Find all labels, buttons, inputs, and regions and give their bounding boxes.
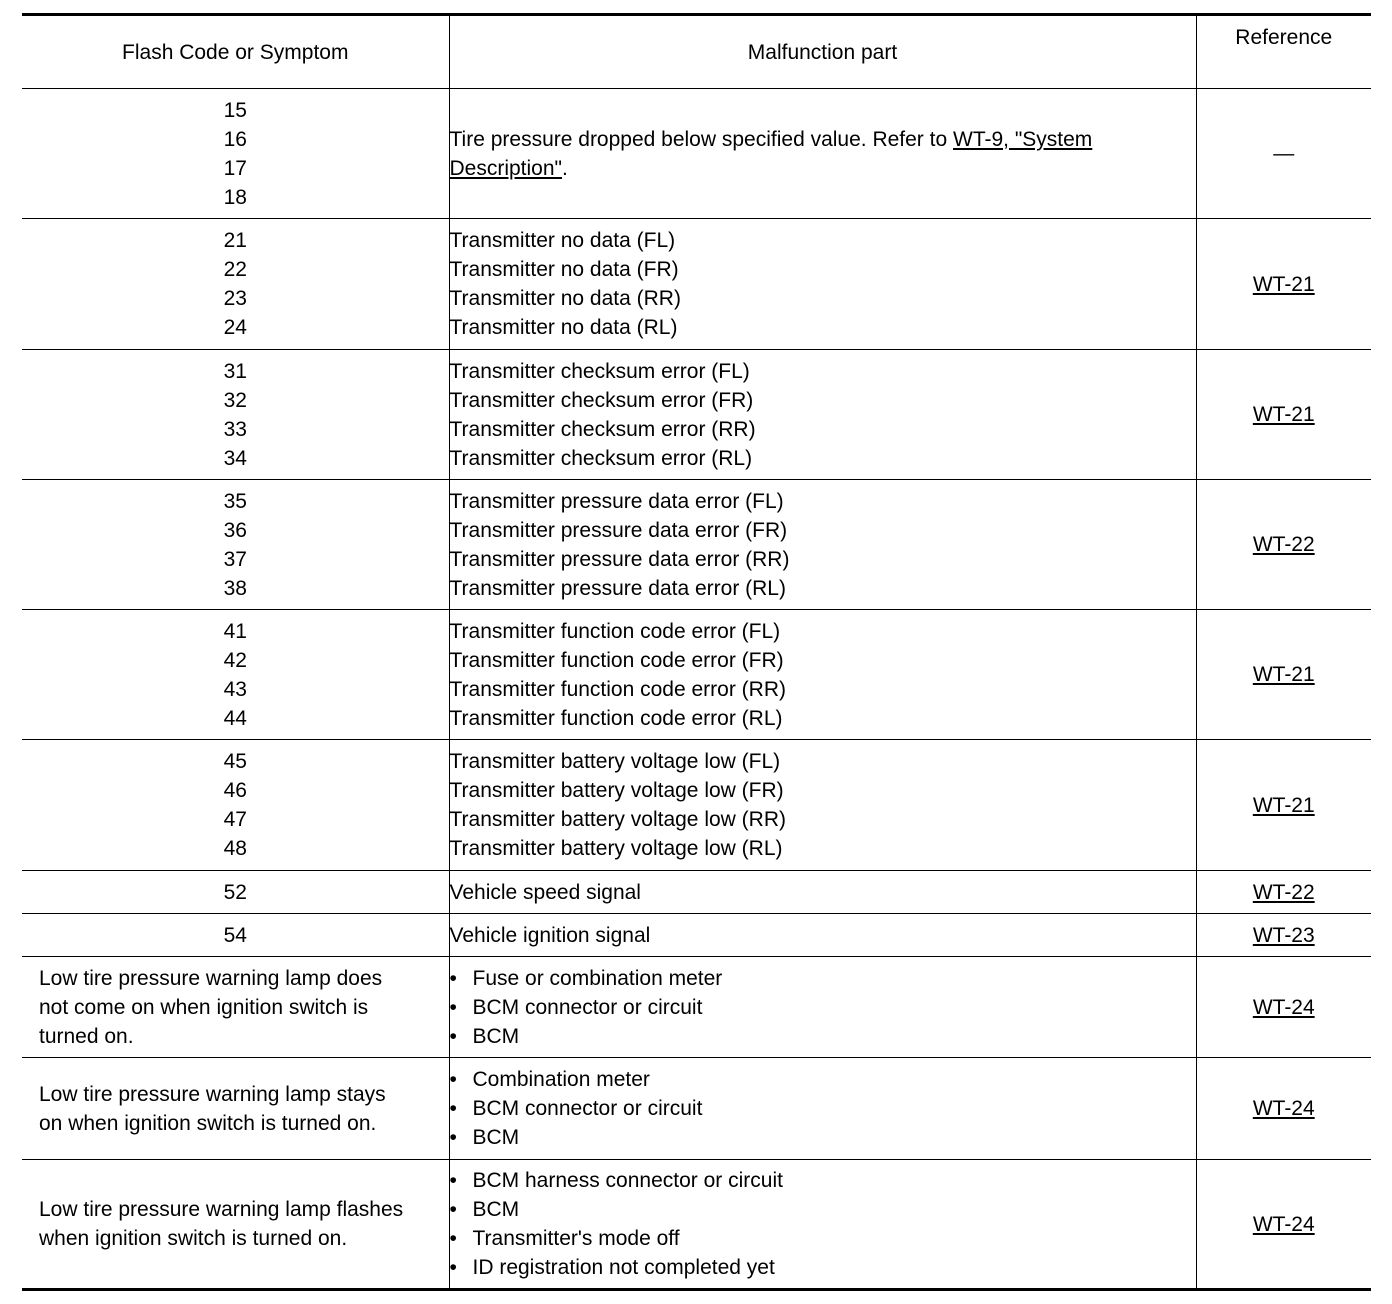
flash-code-cell [22, 350, 449, 480]
malfunction-text: Vehicle speed signal [449, 880, 641, 904]
malfunction-text: Transmitter checksum error (FR) [449, 388, 754, 412]
flash-code: 33 [223, 417, 247, 441]
malfunction-text: Transmitter battery voltage low (RR) [449, 808, 786, 831]
malfunction-part-cell [449, 740, 1196, 871]
reference-cell [1196, 740, 1371, 871]
symptom-text: turned on. [39, 1024, 134, 1048]
flash-code-table [22, 13, 1371, 1291]
flash-code-cell [22, 480, 449, 610]
bullet-item: • BCM connector or circuit [450, 993, 1196, 1022]
symptom-text: Low tire pressure warning lamp flashes [39, 1198, 404, 1221]
table-row [22, 1058, 1371, 1160]
flash-code: 38 [223, 576, 247, 600]
header-flash-code: Flash Code or Symptom [22, 15, 449, 89]
malfunction-text-suffix: . [562, 156, 568, 180]
malfunction-text: Transmitter no data (RL) [449, 316, 678, 339]
flash-code: 35 [223, 489, 247, 513]
bullet-item: • BCM [450, 1022, 1196, 1051]
flash-code-cell [22, 89, 449, 219]
malfunction-text: Vehicle ignition signal [449, 923, 651, 947]
bullet-item: • BCM connector or circuit [450, 1094, 1196, 1123]
bullet-item: • BCM harness connector or circuit [450, 1166, 1196, 1195]
flash-code: 46 [223, 779, 247, 802]
malfunction-text: Transmitter pressure data error (FL) [449, 489, 784, 513]
table-row [22, 219, 1371, 350]
table-row [22, 914, 1371, 957]
malfunction-text: Transmitter battery voltage low (FL) [449, 750, 781, 773]
flash-code: 44 [223, 706, 247, 730]
reference-cell [1196, 350, 1371, 480]
malfunction-text: Transmitter battery voltage low (FR) [449, 779, 784, 802]
flash-code: 24 [223, 316, 247, 339]
flash-code: 22 [223, 258, 247, 281]
flash-code-cell [22, 610, 449, 740]
reference-link[interactable]: WT-21 [1252, 663, 1315, 686]
malfunction-text: Transmitter battery voltage low (RL) [449, 837, 783, 860]
malfunction-text: Transmitter function code error (RL) [449, 706, 783, 730]
malfunction-text: Transmitter checksum error (RR) [449, 417, 756, 441]
symptom-text: Low tire pressure warning lamp does [39, 966, 383, 990]
reference-link[interactable]: WT-22 [1252, 880, 1315, 904]
malfunction-bullet-list [450, 1166, 1196, 1282]
bullet-item: • Fuse or combination meter [450, 964, 1196, 993]
table-row [22, 871, 1371, 914]
table-row [22, 740, 1371, 871]
malfunction-part-cell [449, 1058, 1196, 1160]
flash-code: 32 [223, 388, 247, 412]
flash-code: 36 [223, 518, 247, 542]
table-row [22, 350, 1371, 480]
flash-code: 37 [223, 547, 247, 571]
reference-link[interactable]: WT-24 [1252, 1212, 1315, 1236]
bullet-item: • Transmitter's mode off [450, 1224, 1196, 1253]
malfunction-part-cell [449, 89, 1196, 219]
flash-code-cell [22, 914, 449, 957]
reference-cell [1196, 1160, 1371, 1290]
symptom-cell [22, 1160, 449, 1290]
malfunction-text: Transmitter function code error (RR) [449, 677, 786, 701]
malfunction-text: Transmitter pressure data error (RR) [449, 547, 790, 571]
malfunction-part-cell [449, 350, 1196, 480]
flash-code: 16 [223, 127, 247, 151]
reference-cell [1196, 1058, 1371, 1160]
malfunction-part-cell [449, 610, 1196, 740]
reference-link[interactable]: WT-24 [1252, 995, 1315, 1019]
malfunction-text: Transmitter pressure data error (FR) [449, 518, 788, 542]
malfunction-part-cell [449, 219, 1196, 350]
malfunction-text: Transmitter function code error (FR) [449, 648, 784, 672]
reference-cell [1196, 914, 1371, 957]
flash-code: 34 [223, 446, 247, 470]
malfunction-text: Transmitter function code error (FL) [449, 619, 781, 643]
malfunction-bullet-list [450, 1065, 1196, 1152]
flash-code: 52 [223, 880, 247, 904]
reference-link[interactable]: WT-21 [1252, 403, 1315, 426]
reference-link[interactable]: WT-22 [1252, 533, 1315, 556]
flash-code: 23 [223, 287, 247, 310]
flash-code: 45 [223, 750, 247, 773]
flash-code: 47 [223, 808, 247, 831]
table-body [22, 89, 1371, 1290]
reference-link[interactable]: WT-23 [1252, 923, 1315, 947]
reference-cell [1196, 89, 1371, 219]
header-malfunction-part: Malfunction part [449, 15, 1196, 89]
symptom-text: not come on when ignition switch is [39, 995, 369, 1019]
reference-link[interactable]: WT-24 [1252, 1097, 1315, 1120]
reference-cell [1196, 871, 1371, 914]
flash-code: 17 [223, 156, 247, 180]
table-row [22, 957, 1371, 1058]
malfunction-part-cell [449, 871, 1196, 914]
reference-none: — [1273, 142, 1295, 165]
flash-code: 42 [223, 648, 247, 672]
flash-code: 31 [223, 359, 247, 383]
reference-cell [1196, 219, 1371, 350]
malfunction-text: Transmitter pressure data error (RL) [449, 576, 786, 600]
symptom-cell [22, 957, 449, 1058]
malfunction-text: Transmitter no data (FR) [449, 258, 679, 281]
malfunction-part-cell [449, 480, 1196, 610]
flash-code: 21 [223, 229, 247, 252]
symptom-text: on when ignition switch is turned on. [39, 1111, 377, 1135]
system-description-link[interactable]: WT-9, "System Description" [449, 127, 1093, 180]
malfunction-bullet-list [450, 964, 1196, 1051]
flash-code: 48 [223, 837, 247, 860]
flash-code-cell [22, 740, 449, 871]
malfunction-part-cell [449, 957, 1196, 1058]
bullet-item: • BCM [450, 1123, 1196, 1152]
flash-code-cell [22, 219, 449, 350]
table-row [22, 610, 1371, 740]
bullet-item: • Combination meter [450, 1065, 1196, 1094]
flash-code: 54 [223, 923, 247, 947]
flash-code: 15 [223, 98, 247, 122]
symptom-cell [22, 1058, 449, 1160]
symptom-text: when ignition switch is turned on. [39, 1227, 348, 1250]
malfunction-text: Transmitter checksum error (RL) [449, 446, 753, 470]
bullet-item: • ID registration not completed yet [450, 1253, 1196, 1282]
symptom-text: Low tire pressure warning lamp stays [39, 1082, 386, 1106]
malfunction-text: Transmitter no data (FL) [449, 229, 676, 252]
reference-cell [1196, 957, 1371, 1058]
flash-code-cell [22, 871, 449, 914]
table-header [22, 15, 1371, 89]
table-row [22, 89, 1371, 219]
reference-cell [1196, 480, 1371, 610]
reference-link[interactable]: WT-21 [1252, 272, 1315, 296]
flash-code: 18 [223, 185, 247, 209]
malfunction-text: Tire pressure dropped below specified value. Refer to [449, 127, 953, 151]
reference-link[interactable]: WT-21 [1252, 793, 1315, 817]
malfunction-text: Transmitter checksum error (FL) [449, 359, 750, 383]
header-reference: Reference [1196, 15, 1371, 89]
reference-cell [1196, 610, 1371, 740]
malfunction-part-cell [449, 914, 1196, 957]
bullet-item: • BCM [450, 1195, 1196, 1224]
flash-code: 43 [223, 677, 247, 701]
malfunction-text: Transmitter no data (RR) [449, 287, 681, 310]
table-row [22, 1160, 1371, 1290]
table-row [22, 480, 1371, 610]
malfunction-part-cell [449, 1160, 1196, 1290]
flash-code: 41 [223, 619, 247, 643]
header-row [22, 15, 1371, 89]
